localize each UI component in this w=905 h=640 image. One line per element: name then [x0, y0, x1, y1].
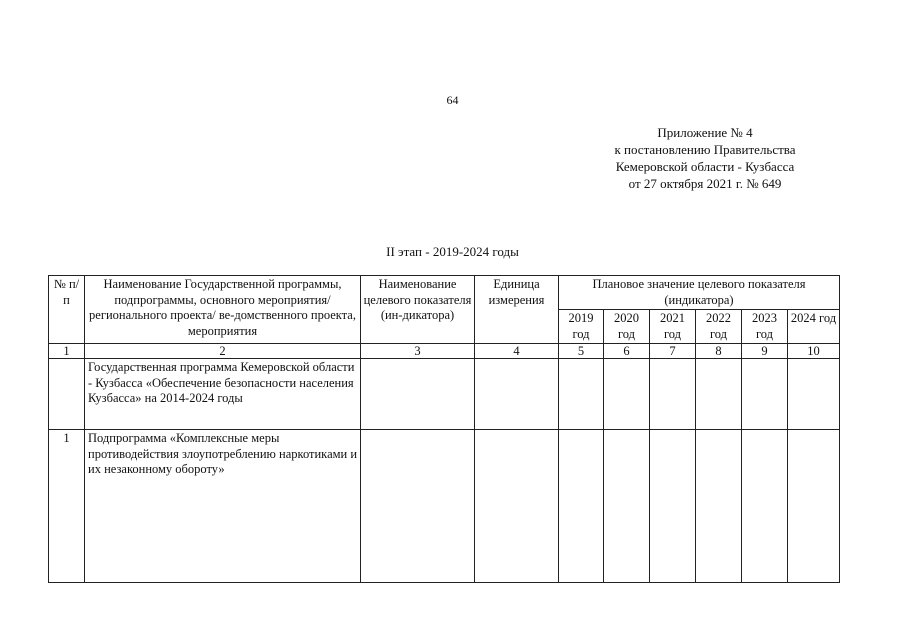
column-number: 9 [742, 344, 788, 359]
row-unit-cell [475, 430, 559, 583]
column-number-row [49, 344, 840, 359]
row-indicator-cell [361, 430, 475, 583]
header-year-2021: 2021 год [650, 310, 696, 344]
row-value-cell [696, 359, 742, 430]
indicators-table [48, 275, 840, 583]
column-number: 5 [559, 344, 604, 359]
row-name: Государственная программа Кемеровской области - Кузбасса «Обеспечение безопасности населения Кузбасса» на 2014-2024 годы [85, 359, 361, 430]
appendix-line-3: Кемеровской области - Кузбасса [615, 159, 795, 174]
header-indicator: Наименование целевого показателя (ин-дикатора) [361, 276, 475, 344]
row-value-cell [559, 430, 604, 583]
row-value-cell [604, 359, 650, 430]
header-year-2022: 2022 год [696, 310, 742, 344]
row-value-cell [742, 430, 788, 583]
table-row [49, 359, 840, 430]
row-value-cell [604, 430, 650, 583]
row-name: Подпрограмма «Комплексные меры противодействия злоупотреблению наркотиками и их незаконному обороту» [85, 430, 361, 583]
column-number: 4 [475, 344, 559, 359]
header-unit: Единица измерения [475, 276, 559, 344]
header-name: Наименование Государственной программы, подпрограммы, основного мероприятия/регионального проекта/ ве-домственного проекта, мероприятия [85, 276, 361, 344]
column-number: 2 [85, 344, 361, 359]
row-indicator-cell [361, 359, 475, 430]
column-number: 6 [604, 344, 650, 359]
column-number: 8 [696, 344, 742, 359]
header-year-2020: 2020 год [604, 310, 650, 344]
appendix-line-4: от 27 октября 2021 г. № 649 [628, 176, 782, 191]
column-number: 10 [788, 344, 840, 359]
column-number: 1 [49, 344, 85, 359]
appendix-header [560, 124, 850, 192]
table-row [49, 430, 840, 583]
appendix-line-1: Приложение № 4 [657, 125, 753, 140]
row-value-cell [650, 359, 696, 430]
header-planned-value: Плановое значение целевого показателя (индикатора) [559, 276, 840, 310]
row-value-cell [788, 359, 840, 430]
row-value-cell [650, 430, 696, 583]
stage-title: II этап - 2019-2024 годы [386, 244, 519, 259]
row-value-cell [559, 359, 604, 430]
row-value-cell [696, 430, 742, 583]
column-number: 7 [650, 344, 696, 359]
header-year-2019: 2019 год [559, 310, 604, 344]
header-year-2023: 2023 год [742, 310, 788, 344]
appendix-line-2: к постановлению Правительства [614, 142, 796, 157]
column-number: 3 [361, 344, 475, 359]
row-num: 1 [49, 430, 85, 583]
row-num [49, 359, 85, 430]
header-year-2024: 2024 год [788, 310, 840, 344]
header-num: № п/п [49, 276, 85, 344]
page-number: 64 [446, 93, 459, 107]
row-value-cell [788, 430, 840, 583]
row-value-cell [742, 359, 788, 430]
row-unit-cell [475, 359, 559, 430]
